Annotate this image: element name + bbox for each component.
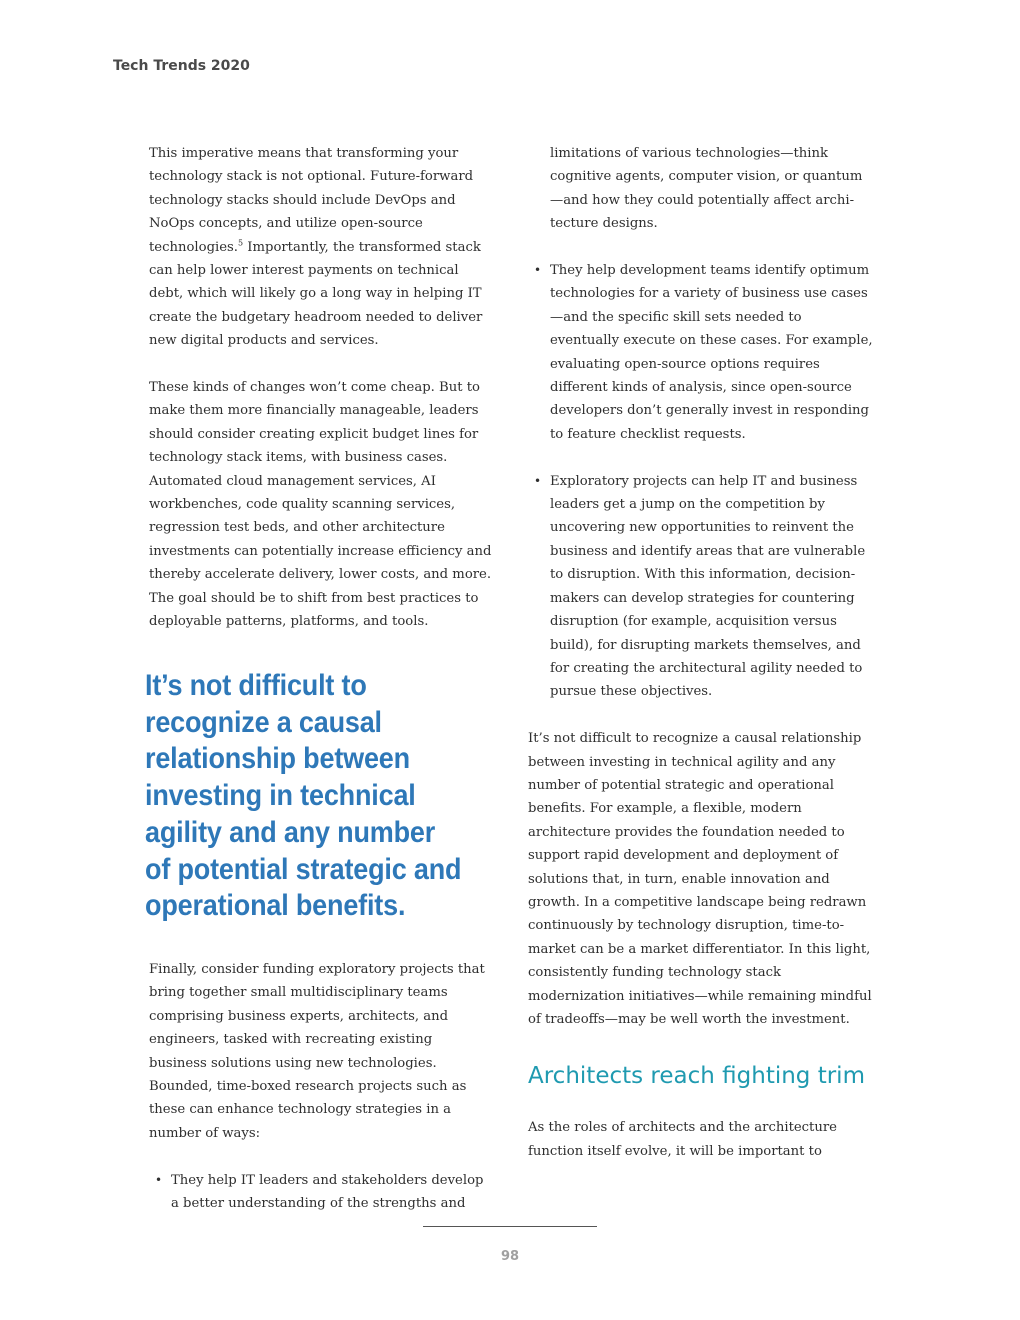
body-paragraph-1: This imperative means that transforming your technology stack is not optional. Future-forward technology stacks should include DevOps and NoOps concepts, and utilize open-source technologies.$^5$ Importantly, the transformed stack can help lower interest payments on technical debt, which will likely go a long way in helping IT create the budgetary headroom needed to deliver new digital products and services. — [149, 146, 483, 349]
body-paragraph-3: Finally, consider funding exploratory projects that bring together small multidisciplinary teams comprising business experts, architects, and engineers, tasked with recreating existing business solutions using new technologies. Bounded, time-boxed research projects such as these can enhance technology strategies in a number of ways: — [149, 962, 485, 1141]
pull-quote-line: recognize a causal — [145, 705, 382, 739]
body-paragraph-2: These kinds of changes won’t come cheap. But to make them more financially manageable, leaders should consider creating explicit budget lines for technology stack items, with business cases. Automated cloud management services, AI workbenches, code quality scanning services, regression test beds, and other architecture investments can potentially increase efficiency and thereby accelerate delivery, lower costs, and more. The goal should be to shift from best practices to deployable patterns, platforms, and tools. — [149, 380, 492, 630]
bullet-icon: • — [155, 1172, 163, 1187]
section-heading: Architects reach fighting trim — [528, 1063, 865, 1090]
pull-quote-line: operational benefits. — [145, 889, 406, 923]
bullet-icon: • — [534, 263, 542, 278]
footer-divider — [423, 1226, 597, 1227]
pull-quote-line: It’s not difficult to — [145, 669, 367, 702]
pull-quote — [145, 668, 462, 925]
page-number: 98 — [500, 1249, 520, 1264]
footnote-reference[interactable]: 5 — [238, 238, 244, 248]
left-column — [149, 142, 494, 634]
bullet-list — [149, 1169, 494, 1216]
right-column — [528, 142, 873, 1163]
body-paragraph-4: It’s not difficult to recognize a causal relationship between investing in technical agility and any number of potential strategic and operational benefits. For example, a flexible, modern architecture provides the foundation needed to support rapid development and deployment of solutions that, in turn, enable innovation and growth. In a competitive landscape being redrawn continuously by technology disruption, time-to-market can be a market differentiator. In this light, consistently funding technology stack modernization initiatives—while remaining mindful of tradeoffs—may be well worth the investment. — [528, 731, 872, 1027]
running-title: Tech Trends 2020 — [113, 58, 250, 74]
list-item: • They help development teams identify optimum technologies for a variety of business use cases—and the specific skill sets needed to eventually execute on these cases. For example, evaluating open-source options requires different kinds of analysis, since open-source developers don’t generally invest in responding to feature checklist requests. — [528, 259, 873, 446]
bullet-list — [528, 259, 873, 704]
pull-quote-line: relationship between — [145, 742, 410, 776]
bullet-icon: • — [534, 473, 542, 488]
body-paragraph-5: As the roles of architects and the architecture function itself evolve, it will be important to — [528, 1120, 837, 1159]
list-item-continued: limitations of various technologies—think cognitive agents, computer vision, or quantum—and how they could potentially affect archi-tecture designs. — [550, 146, 863, 232]
pull-quote-line: of potential strategic and — [145, 852, 462, 886]
pull-quote-line: investing in technical — [145, 779, 416, 813]
left-column-lower — [149, 958, 494, 1215]
pull-quote-line: agility and any number — [145, 815, 436, 849]
list-item: • They help IT leaders and stakeholders develop a better understanding of the strengths and — [149, 1169, 494, 1216]
list-item: • Exploratory projects can help IT and business leaders get a jump on the competition by uncovering new opportunities to reinvent the business and identify areas that are vulnerable to disruption. With this information, decision-makers can develop strategies for countering disruption (for example, acquisition versus build), for disrupting markets themselves, and for creating the architectural agility needed to pursue these objectives. — [528, 470, 873, 704]
